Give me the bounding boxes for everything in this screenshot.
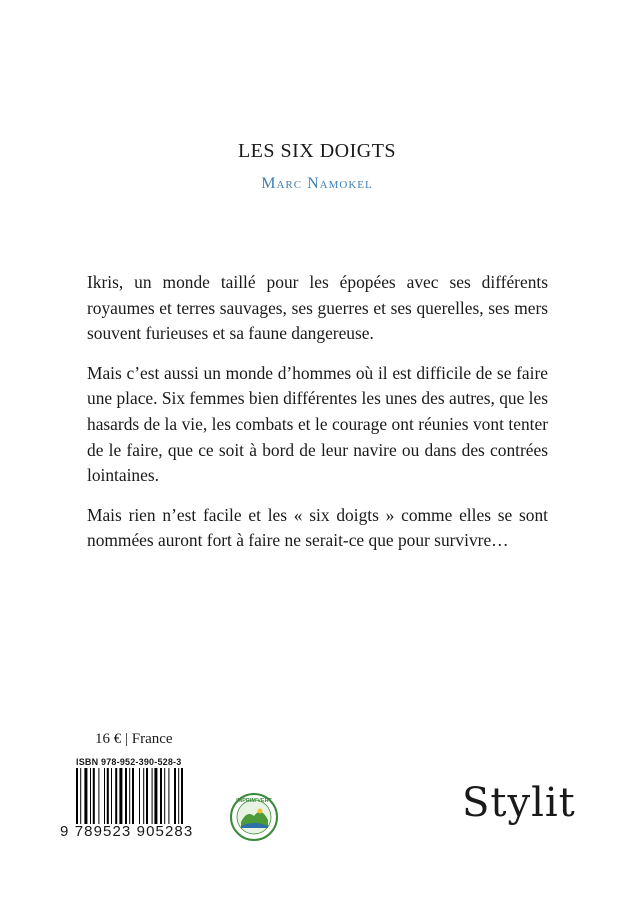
blurb-paragraph-2: Mais c’est aussi un monde d’hommes où il est difficile de se faire une place. Six femmes bien différentes les unes des autres, que les hasards de la vie, les combats et le courage ont réunies vont tenter de le faire, que ce soit à bord de leur navire ou dans des contrées lointaines. bbox=[87, 362, 548, 486]
imprim-vert-logo bbox=[229, 792, 279, 842]
publisher-logo: Stylit bbox=[462, 780, 576, 826]
blurb-paragraph-1: Ikris, un monde taillé pour les épopées avec ses différents royaumes et terres sauvages, ses guerres et ses querelles, ses mers souvent furieuses et sa faune dangereuse. bbox=[87, 272, 548, 344]
back-cover-blurb bbox=[87, 270, 548, 568]
eco-label-text: IMPRIM'VERT bbox=[236, 798, 272, 804]
isbn-label: ISBN 978-952-390-528-3 bbox=[76, 757, 182, 767]
barcode-digits: 9 789523 905283 bbox=[60, 823, 194, 840]
book-author: Marc Namokel bbox=[261, 175, 373, 192]
barcode bbox=[76, 768, 214, 824]
price-label: 16 € | France bbox=[95, 731, 173, 747]
book-title: LES SIX DOIGTS bbox=[237, 140, 397, 162]
blurb-paragraph-3: Mais rien n’est facile et les « six doigts » comme elles se sont nommées auront fort à faire ne serait-ce que pour survivre… bbox=[87, 504, 548, 551]
